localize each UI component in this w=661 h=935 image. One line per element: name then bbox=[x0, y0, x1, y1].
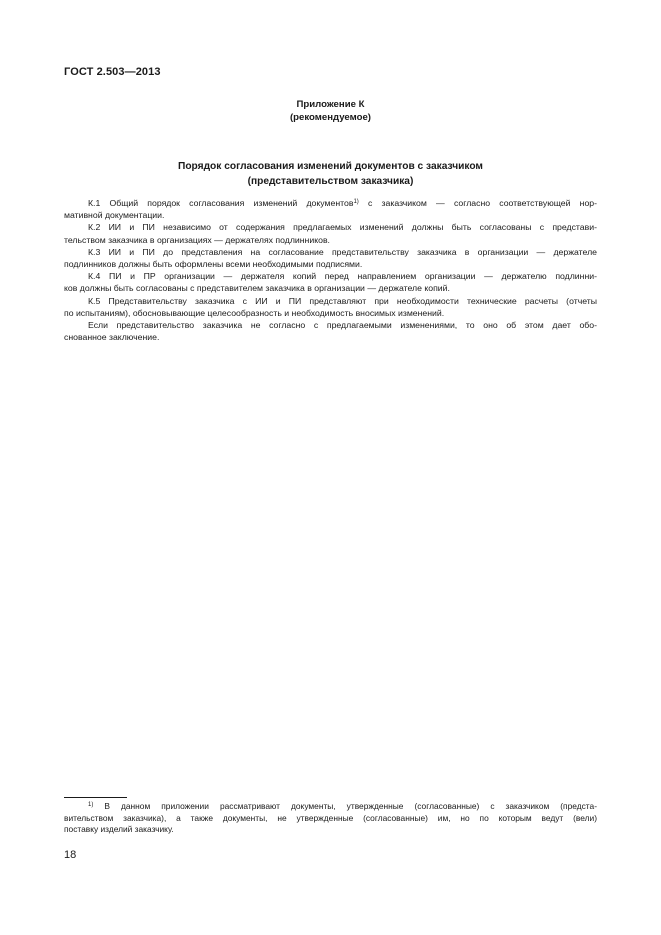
footnote bbox=[64, 801, 597, 836]
paragraph-line: К.4 ПИ и ПР организации — держателя копий перед направлением организации — держателю подлинни- bbox=[88, 271, 597, 282]
paragraph-line: снованное заключение. bbox=[64, 332, 160, 343]
footnote-divider bbox=[64, 797, 127, 798]
paragraph-text: К.1 Общий порядок согласования изменений документов bbox=[88, 198, 354, 208]
footnote-line: поставку изделий заказчику. bbox=[64, 824, 174, 835]
paragraph-k5 bbox=[64, 295, 597, 319]
paragraph-k2 bbox=[64, 221, 597, 245]
document-code: ГОСТ 2.503—2013 bbox=[64, 66, 161, 78]
paragraph-k4 bbox=[64, 270, 597, 294]
paragraph-line: ков должны быть согласованы с представителем заказчика в организации — держателе копий. bbox=[64, 283, 450, 294]
paragraph-line: подлинников должны быть оформлены всеми необходимыми подписями. bbox=[64, 259, 363, 270]
paragraph-line: К.5 Представительству заказчика с ИИ и ПИ представляют при необходимости технические расчеты (отчеты bbox=[88, 295, 597, 306]
footnote-line: вительством заказчика), а также документы, не утвержденные (согласованные) им, но по которым ведут (вели) bbox=[64, 812, 597, 823]
appendix-heading bbox=[0, 98, 661, 124]
footnote-marker: 1) bbox=[88, 802, 94, 808]
paragraph-conclusion bbox=[64, 319, 597, 343]
paragraph-line: К.2 ИИ и ПИ независимо от содержания предлагаемых изменений должны быть согласованы с представи- bbox=[88, 222, 597, 233]
paragraph-k3 bbox=[64, 246, 597, 270]
page-number: 18 bbox=[64, 849, 77, 861]
footnote-ref: 1) bbox=[353, 199, 359, 205]
paragraph-text: с заказчиком — согласно соответствующей нор- bbox=[358, 198, 598, 208]
paragraph-k1 bbox=[64, 197, 597, 221]
paragraph-line: тельством заказчика в организациях — держателях подлинников. bbox=[64, 234, 330, 245]
section-title-line1: Порядок согласования изменений документов с заказчиком bbox=[178, 161, 483, 172]
footnote-line bbox=[64, 801, 597, 813]
appendix-status: (рекомендуемое) bbox=[289, 112, 371, 123]
body-text bbox=[64, 197, 597, 343]
paragraph-line: по испытаниям), обосновывающие целесообразность и необходимость вносимых изменений. bbox=[64, 307, 445, 318]
section-title bbox=[0, 159, 661, 189]
footnote-text: В данном приложении рассматривают документы, утвержденные (согласованные) с заказчиком (предста- bbox=[93, 801, 597, 811]
section-title-line2: (представительством заказчика) bbox=[247, 176, 414, 187]
paragraph-line bbox=[64, 197, 597, 209]
paragraph-line: К.3 ИИ и ПИ до представления на согласование представительству заказчика в организации — держателе bbox=[88, 246, 597, 257]
paragraph-line: Если представительство заказчика не согласно с предлагаемыми изменениями, то оно об этом дает обо- bbox=[88, 320, 597, 331]
paragraph-line: мативной документации. bbox=[64, 210, 165, 221]
appendix-label: Приложение К bbox=[296, 99, 365, 110]
